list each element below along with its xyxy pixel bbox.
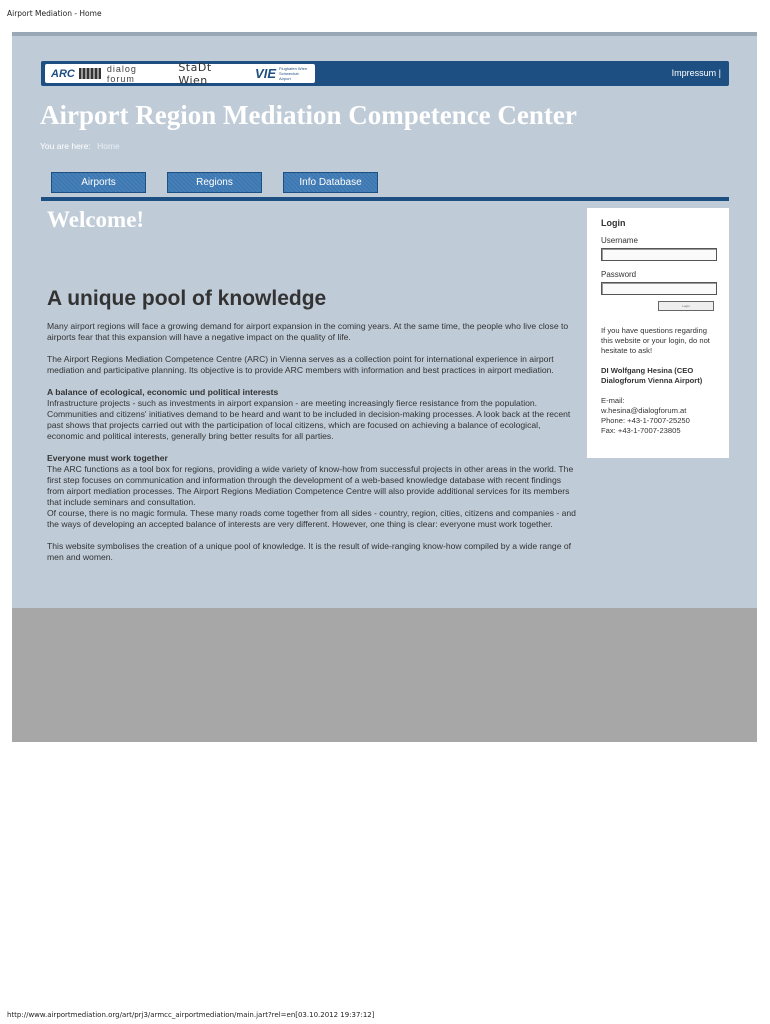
logo-bar (41, 61, 729, 86)
nav-divider (41, 197, 729, 201)
section-heading-balance: A balance of ecological, economic und political interests (47, 387, 279, 397)
content-paragraph-2: The Airport Regions Mediation Competence Centre (ARC) in Vienna serves as a collection point for international experience in airport mediation and participative planning. Its objective is to provide ARC members with information and best practices in airport mediation. (47, 354, 554, 375)
arc-logo[interactable]: ARC (51, 67, 75, 80)
nav-regions-button[interactable]: Regions (167, 172, 262, 193)
dialogforum-logo[interactable]: dialog forum (106, 63, 137, 84)
login-panel (587, 208, 729, 458)
site-title: Airport Region Mediation Competence Center (40, 100, 577, 130)
login-title: Login (601, 218, 626, 228)
vie-logo[interactable]: VIE (255, 66, 277, 81)
impressum-link[interactable]: Impressum | (671, 68, 721, 78)
contact-email-link[interactable]: w.hesina@dialogforum.at (601, 406, 687, 415)
nav-info-database-button[interactable]: Info Database (283, 172, 378, 193)
breadcrumb (40, 141, 120, 151)
login-help-text: If you have questions regarding this website or your login, do not hesitate to ask! (601, 326, 710, 355)
contact-email-label: E-mail: (601, 396, 625, 405)
stadt-wien-logo[interactable]: StaDt Wien (178, 60, 212, 87)
content-paragraph-5: This website symbolises the creation of a unique pool of knowledge. It is the result of wide-ranging know-how compiled by a wide range of men and women. (47, 541, 572, 562)
arc-logo-mark-icon (79, 68, 101, 79)
breadcrumb-prefix: You are here: (40, 141, 91, 151)
section-heading-together: Everyone must work together (47, 453, 168, 463)
main-content (47, 321, 577, 574)
content-headline: A unique pool of knowledge (47, 287, 327, 310)
content-paragraph-1: Many airport regions will face a growing demand for airport expansion in the coming years. At the same time, the people who live close to airports fear that this expansion will have a negative impact on the quality of life. (47, 321, 569, 342)
print-footer-url: http://www.airportmediation.org/art/prj3/armcc_airportmediation/main.jart?rel=en[03.10.2012 19:37:12] (7, 1011, 375, 1019)
main-navigation (51, 172, 378, 193)
breadcrumb-home-link[interactable]: Home (97, 141, 120, 151)
password-label: Password (601, 270, 637, 279)
username-label: Username (601, 236, 638, 245)
login-button-row (601, 301, 715, 311)
section-text-together-1: The ARC functions as a tool box for regions, providing a wide variety of know-how from successful projects in other areas in the world. The first step focuses on communication and information through the development of a web-based knowledge database with recent findings from airport mediation processes. The Airport Regions Mediation Competence Centre will also provide additional services for its members that include seminars and consultation. (47, 464, 574, 507)
content-section-together (47, 453, 577, 530)
contact-name: DI Wolfgang Hesina (CEO Dialogforum Vienna Airport) (601, 366, 703, 385)
vie-logo-subtitle: Flughafen Wien Schwechat Airport (279, 66, 308, 81)
contact-phone: Phone: +43-1-7007-25250 (601, 416, 690, 425)
welcome-heading: Welcome! (47, 207, 145, 232)
page-footer-area (12, 608, 757, 742)
section-text-together-2: Of course, there is no magic formula. These many roads come together from all sides - country, region, cities, citizens and companies - and the ways of developing an accepted balance of interests are very different. However, one thing is clear: everyone must work together. (47, 508, 576, 529)
content-section-balance (47, 387, 577, 442)
username-input[interactable] (601, 248, 717, 261)
nav-airports-button[interactable]: Airports (51, 172, 146, 193)
contact-fax: Fax: +43-1-7007-23805 (601, 426, 681, 435)
login-button[interactable]: Login (658, 301, 714, 311)
password-input[interactable] (601, 282, 717, 295)
section-text-balance: Infrastructure projects - such as investments in airport expansion - are meeting increasingly fierce resistance from the population. Communities and citizens' initiatives demand to be heard and want to be included in decision-making processes. A look back at the recent past shows that projects carried out with the participation of local citizens, which are focused on achieving a balance of ecological, economic and political interests, generally bring better results for all parties. (47, 398, 571, 441)
partner-logos (45, 60, 315, 87)
print-page-title: Airport Mediation - Home (7, 9, 102, 18)
